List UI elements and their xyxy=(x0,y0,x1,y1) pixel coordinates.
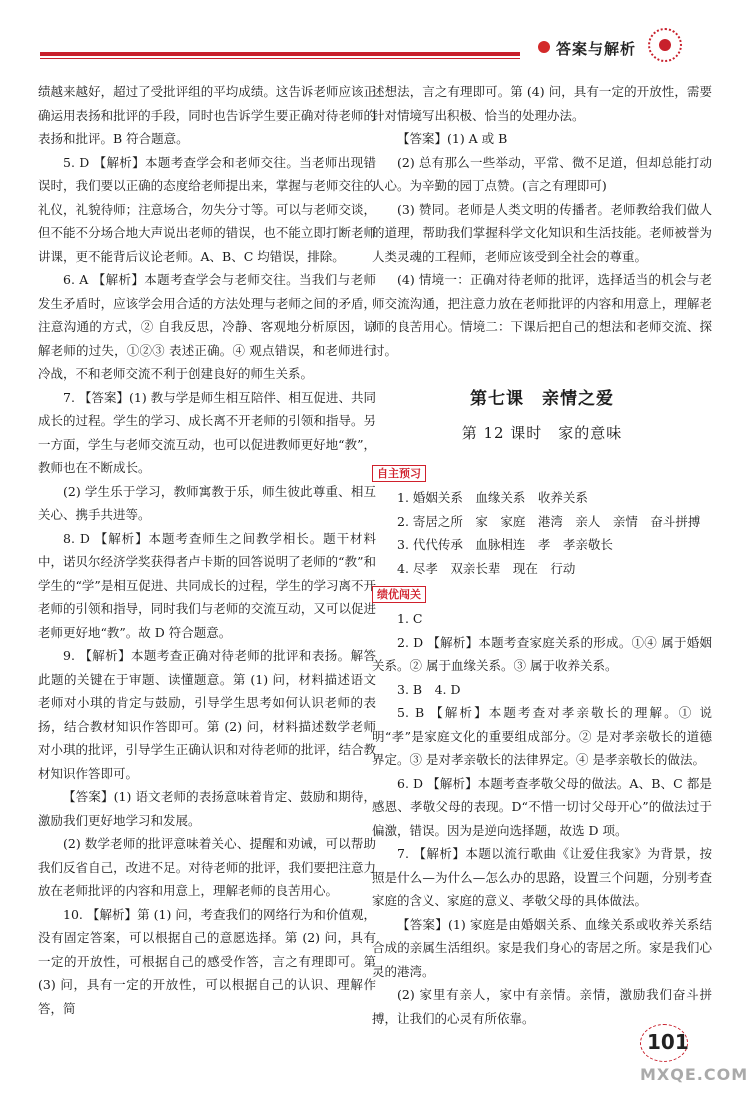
practice-item: 【答案】(1) 家庭是由婚姻关系、血缘关系或收养关系结合成的亲属生活组织。家是我们身心的寄居之所。家是我们心灵的港湾。 xyxy=(372,916,712,979)
practice-item: 5. B 【解析】本题考查对孝亲敬长的理解。① 说明“孝”是家庭文化的重要组成部分。② 是对孝亲敬长的道德界定。③ 是对孝亲敬长的法律界定。④ 是孝亲敬长的做法。 xyxy=(372,705,712,767)
preview-item: 4. 尽孝 双亲长辈 现在 行动 xyxy=(397,560,576,576)
answer-9-part-2: (2) 数学老师的批评意味着关心、提醒和劝诫，可以帮助我们反省自己，改进不足。对待老师的批评，我们要把注意力放在老师批评的内容和用意上，理解老师的良苦用心。 xyxy=(38,836,376,898)
answer-7-part-2: (2) 学生乐于学习，教师寓教于乐，师生彼此尊重、相互关心、携手共进等。 xyxy=(38,483,376,522)
header-bullet-icon xyxy=(538,41,550,53)
left-column xyxy=(38,80,376,1020)
section-tag-practice: 绩优闯关 xyxy=(372,586,426,603)
answer-10: 10. 【解析】第 (1) 问，考查我们的网络行为和价值观，没有固定答案，可以根据自己的意愿选择。第 (2) 问，具有一定的开放性，可根据自己的感受作答，言之有理即可。第 (3) 问，具有一定的开放性，可以根据自己的认识、理解作答，简 xyxy=(38,906,376,1016)
answer-10-part-3: (3) 赞同。老师是人类文明的传播者。老师教给我们做人的道理，帮助我们掌握科学文化知识和生活技能。老师被誉为人类灵魂的工程师，老师应该受到全社会的尊重。 xyxy=(372,201,712,264)
practice-item: 3. B 4. D xyxy=(397,681,461,697)
period-title: 第 12 课时 家的意味 xyxy=(461,423,623,442)
header-rule xyxy=(40,52,520,56)
header-title: 答案与解析 xyxy=(556,40,637,58)
section-tag-preview: 自主预习 xyxy=(372,465,426,482)
lesson-title: 第七课 亲情之爱 xyxy=(470,389,614,409)
answer-7: 7. 【答案】(1) 教与学是师生相互陪伴、相互促进、共同成长的过程。学生的学习、成长离不开老师的引领和指导。另一方面，学生与老师交流互动，也可以促进教师更好地“教”，教师也在不断成长。 xyxy=(38,389,376,475)
answer-8: 8. D 【解析】本题考查师生之间教学相长。题干材料中，诺贝尔经济学奖获得者卢卡斯的回答说明了老师的“教”和学生的“学”是相互促进、共同成长的过程，学生的学习离不开老师的引领和指导，同时我们与老师的交流互动，又可以促进老师更好地“教”。故 D 符合题意。 xyxy=(38,530,376,640)
practice-item: 6. D 【解析】本题考查孝敬父母的做法。A、B、C 都是感恩、孝敬父母的表现。D“不惜一切讨父母开心”的做法过于偏激，错误。因为是逆向选择题，故选 D 项。 xyxy=(372,775,712,838)
practice-item: 2. D 【解析】本题考查家庭关系的形成。①④ 属于婚姻关系。② 属于血缘关系。③ 属于收养关系。 xyxy=(372,634,712,673)
answer-10-part-4: (4) 情境一：正确对待老师的批评，选择适当的机会与老师交流沟通，把注意力放在老师批评的内容和用意上，理解老师的良苦用心。情境二：下课后把自己的想法和老师交流、探讨。 xyxy=(372,272,712,358)
paragraph: 绩越来越好，超过了受批评组的平均成绩。这告诉老师应该正确运用表扬和批评的手段，同时也告诉学生要正确对待老师的表扬和批评。B 符合题意。 xyxy=(38,84,376,146)
practice-item: 7. 【解析】本题以流行歌曲《让爱住我家》为背景，按照是什么—为什么—怎么办的思路，设置三个问题，分别考查家庭的含义、家庭的意义、孝敬父母的具体做法。 xyxy=(372,846,712,908)
preview-item: 1. 婚姻关系 血缘关系 收养关系 xyxy=(397,490,588,505)
paragraph: 述想法，言之有理即可。第 (4) 问，具有一定的开放性，需要针对情境写出积极、恰当的处理办法。 xyxy=(372,84,712,123)
answer-9-key: 【答案】(1) 语文老师的表扬意味着肯定、鼓励和期待，激励我们更好地学习和发展。 xyxy=(38,789,376,828)
header-rule-thin xyxy=(40,58,520,59)
answer-10-key: 【答案】(1) A 或 B xyxy=(397,131,508,146)
answer-6: 6. A 【解析】本题考查学会与老师交往。当我们与老师发生矛盾时，应该学会用合适的方法处理与老师之间的矛盾，注意沟通的方式，② 自我反思，冷静、客观地分析原因，谅解老师的过失，①②③ 表述正确。④ 观点错误，和老师进行冷战，不和老师交流不利于创建良好的师生关系。 xyxy=(38,272,376,381)
answer-10-part-2: (2) 总有那么一些举动，平常、微不足道，但却总能打动人心。为辛勤的园丁点赞。(言之有理即可) xyxy=(372,154,712,193)
preview-item: 2. 寄居之所 家 家庭 港湾 亲人 亲情 奋斗拼搏 xyxy=(397,513,701,529)
practice-item: 1. C xyxy=(397,611,423,626)
right-column xyxy=(372,80,712,1030)
practice-item: (2) 家里有亲人，家中有亲情。亲情，激励我们奋斗拼搏，让我们的心灵有所依靠。 xyxy=(372,987,712,1026)
preview-item: 3. 代代传承 血脉相连 孝 孝亲敬长 xyxy=(397,537,613,552)
header-emblem-icon xyxy=(648,28,682,62)
answer-9: 9. 【解析】本题考查正确对待老师的批评和表扬。解答此题的关键在于审题、读懂题意。第 (1) 问，材料描述语文老师对小琪的肯定与鼓励，引导学生思考如何认识老师的表扬，结合教材知识作答即可。第 (2) 问，材料描述数学老师对小琪的批评，引导学生正确认识和对待老师的批评，结合教材知识作答即可。 xyxy=(38,648,376,781)
answer-5: 5. D 【解析】本题考查学会和老师交往。当老师出现错误时，我们要以正确的态度给老师提出来，掌握与老师交往的礼仪，礼貌待师；注意场合，勿失分寸等。可以与老师交谈，但不能不分场合地大声说出老师的错误，也不能立即打断老师讲课，更不能背后议论老师。A、B、C 均错误，排除。 xyxy=(38,154,376,264)
watermark: MXQE.COM xyxy=(640,1065,749,1084)
page-number: 101 xyxy=(647,1030,689,1054)
